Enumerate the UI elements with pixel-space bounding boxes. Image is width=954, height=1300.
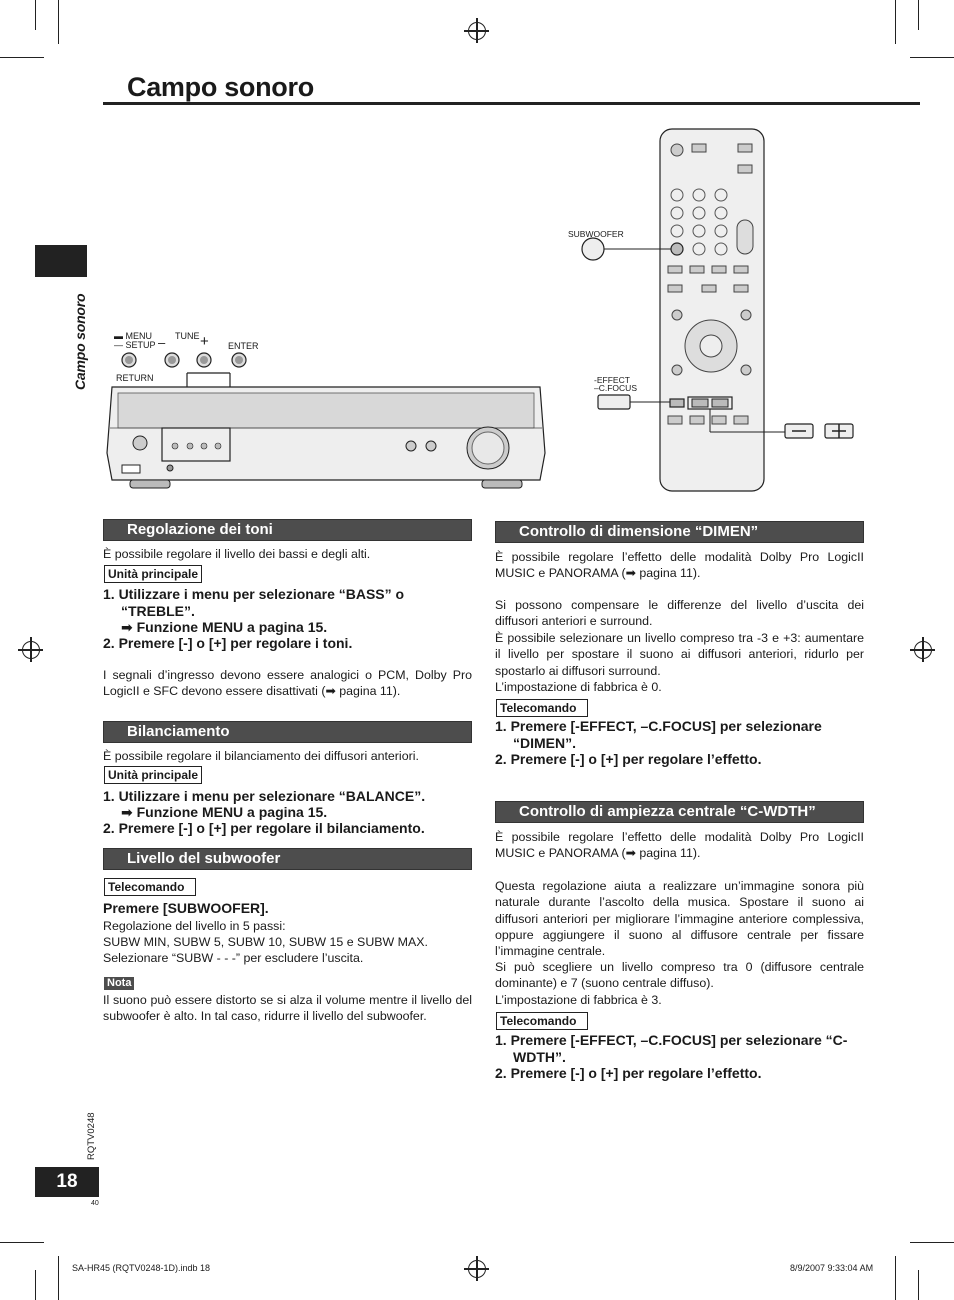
section-heading-subwoofer: Livello del subwoofer (103, 848, 472, 870)
bilanciamento-step1: 1. Utilizzare i menu per selezionare “BALANCE”. (103, 788, 426, 804)
crop-mark (0, 1242, 44, 1243)
cwdth-p3: Si può scegliere un livello compreso tra 0 (diffusore centrale dominante) e 7 (suono centrale diffuso). (495, 960, 864, 991)
crop-mark (58, 0, 59, 44)
registration-mark-icon (22, 641, 40, 659)
page-title: Campo sonoro (127, 72, 314, 102)
cwdth-tag: Telecomando (496, 1012, 588, 1030)
section-heading-cwdth: Controllo di ampiezza centrale “C-WDTH” (495, 801, 864, 823)
menu-label: ▬ MENU (114, 331, 153, 341)
effect-label: -EFFECT (594, 375, 630, 385)
section-heading-toni: Regolazione dei toni (103, 519, 472, 541)
crop-mark (918, 0, 919, 30)
crop-mark (910, 57, 954, 58)
dimen-p4: L’impostazione di fabbrica è 0. (495, 680, 662, 694)
subwoofer-note-label: Nota (104, 977, 134, 990)
cwdth-p2: Questa regolazione aiuta a realizzare un’immagine sonora più naturale durante l’ascolto della musica. Spostare il suono ai diffusori anteriori per migliorare l’immagine anteriore complessiva, oppure aggiungere il suono al diffusore centrale per fissare l’immagine centrale. (495, 879, 864, 959)
minus-label: – (158, 335, 166, 350)
footer-timestamp: 8/9/2007 9:33:04 AM (790, 1263, 874, 1273)
subwoofer-text3: Selezionare “SUBW - - -” per escludere l’uscita. (103, 951, 364, 965)
cwdth-p1: È possibile regolare l’effetto delle modalità Dolby Pro LogicII MUSIC e PANORAMA (➡ pagina 11). (495, 830, 864, 861)
bilanciamento-intro: È possibile regolare il bilanciamento dei diffusori anteriori. (103, 749, 419, 763)
bilanciamento-step2: 2. Premere [-] o [+] per regolare il bilanciamento. (103, 820, 425, 836)
page-number: 18 (35, 1167, 99, 1197)
crop-mark (918, 1270, 919, 1300)
crop-mark (35, 1270, 36, 1300)
tune-label: TUNE (175, 331, 200, 341)
dimen-step1: 1. Premere [-EFFECT, –C.FOCUS] per selezionare “DIMEN”. (495, 718, 822, 751)
crop-mark (895, 0, 896, 44)
setup-label: — SETUP (114, 340, 156, 350)
main-unit-illustration (100, 325, 550, 500)
bilanciamento-tag: Unità principale (104, 766, 202, 784)
sub-page-number: 40 (91, 1200, 99, 1207)
subwoofer-label: SUBWOOFER (568, 229, 624, 239)
side-tab-label: Campo sonoro (72, 293, 88, 390)
footer-file: SA-HR45 (RQTV0248-1D).indb 18 (72, 1263, 211, 1273)
subwoofer-step: Premere [SUBWOOFER]. (103, 900, 269, 916)
dimen-p3: È possibile selezionare un livello compreso tra -3 e +3: aumentare il livello per spostare il suono ai diffusori anteriori, ridurlo per spostarlo ai diffusori surround. (495, 631, 864, 678)
toni-intro: È possibile regolare il livello dei bassi e degli alti. (103, 547, 371, 561)
title-rule (103, 102, 920, 105)
toni-tag: Unità principale (104, 565, 202, 583)
toni-note: I segnali d’ingresso devono essere analogici o PCM, Dolby Pro LogicII e SFC devono essere disattivati (➡ pagina 11). (103, 668, 472, 699)
crop-mark (910, 1242, 954, 1243)
registration-mark-icon (468, 22, 486, 40)
crop-mark (895, 1256, 896, 1300)
toni-step1: 1. Utilizzare i menu per selezionare “BASS” o “TREBLE”. (103, 586, 405, 619)
subwoofer-tag: Telecomando (104, 878, 196, 896)
registration-mark-icon (468, 1260, 486, 1278)
dimen-p2: Si possono compensare le differenze del livello d’uscita dei diffusori anteriori e surround. (495, 598, 864, 629)
remote-illustration (580, 125, 870, 495)
subwoofer-text2: SUBW MIN, SUBW 5, SUBW 10, SUBW 15 e SUBW MAX. (103, 935, 428, 949)
crop-mark (58, 1256, 59, 1300)
section-heading-bilanciamento: Bilanciamento (103, 721, 472, 743)
dimen-step2: 2. Premere [-] o [+] per regolare l’effetto. (495, 751, 762, 767)
cfocus-label: –C.FOCUS (594, 383, 637, 393)
crop-mark (35, 0, 36, 30)
dimen-tag: Telecomando (496, 699, 588, 717)
subwoofer-note: Il suono può essere distorto se si alza il volume mentre il livello del subwoofer è alto. In tal caso, ridurre il livello del subwoofer. (103, 993, 472, 1024)
enter-label: ENTER (228, 341, 259, 351)
toni-step2: 2. Premere [-] o [+] per regolare i toni. (103, 635, 353, 651)
toni-step1-ref: ➡ Funzione MENU a pagina 15. (121, 619, 328, 635)
crop-mark (0, 57, 44, 58)
registration-mark-icon (914, 641, 932, 659)
cwdth-p4: L’impostazione di fabbrica è 3. (495, 993, 662, 1007)
cwdth-step1: 1. Premere [-EFFECT, –C.FOCUS] per selezionare “C-WDTH”. (495, 1032, 848, 1065)
cwdth-step2: 2. Premere [-] o [+] per regolare l’effetto. (495, 1065, 762, 1081)
bilanciamento-step1-ref: ➡ Funzione MENU a pagina 15. (121, 804, 328, 820)
subwoofer-text1: Regolazione del livello in 5 passi: (103, 919, 286, 933)
section-heading-dimen: Controllo di dimensione “DIMEN” (495, 521, 864, 543)
plus-label: + (200, 333, 209, 350)
dimen-p1: È possibile regolare l’effetto delle modalità Dolby Pro LogicII MUSIC e PANORAMA (➡ pagina 11). (495, 550, 864, 581)
doc-code: RQTV0248 (86, 1112, 97, 1160)
return-label: RETURN (116, 373, 154, 383)
